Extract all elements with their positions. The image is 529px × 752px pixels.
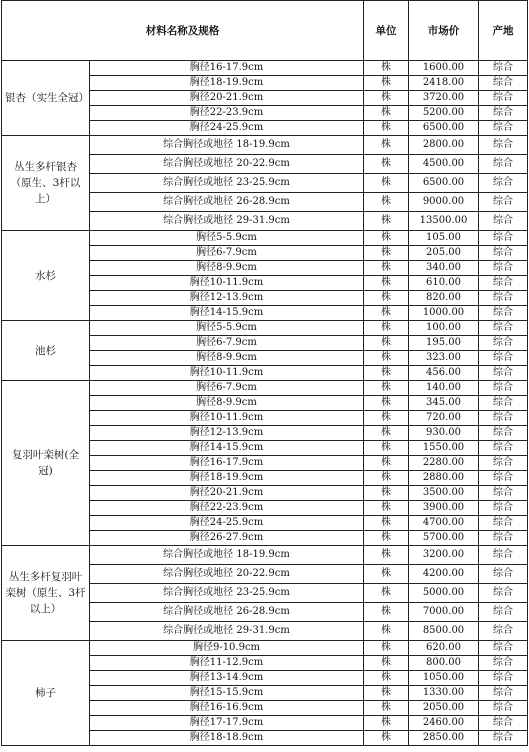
category-name: 丛生多杆复羽叶栾树（原生、3杆以上） [2, 546, 90, 641]
category-name: 池杉 [2, 321, 90, 381]
price-cell: 2880.00 [409, 471, 479, 486]
unit-cell: 株 [364, 231, 409, 246]
spec-cell: 综合胸径或地径 23-25.9cm [90, 174, 364, 193]
spec-cell: 胸径16-17.9cm [90, 456, 364, 471]
origin-cell: 综合 [479, 155, 528, 174]
unit-cell: 株 [364, 584, 409, 603]
spec-cell: 胸径24-25.9cm [90, 516, 364, 531]
unit-cell: 株 [364, 546, 409, 565]
origin-cell: 综合 [479, 276, 528, 291]
price-cell: 7000.00 [409, 603, 479, 622]
price-cell: 195.00 [409, 336, 479, 351]
origin-cell: 综合 [479, 731, 528, 746]
unit-cell: 株 [364, 411, 409, 426]
spec-cell: 胸径5-5.9cm [90, 231, 364, 246]
price-cell: 6500.00 [409, 174, 479, 193]
spec-cell: 胸径8-9.9cm [90, 351, 364, 366]
origin-cell: 综合 [479, 686, 528, 701]
unit-cell: 株 [364, 106, 409, 121]
unit-cell: 株 [364, 193, 409, 212]
spec-cell: 综合胸径或地径 23-25.9cm [90, 584, 364, 603]
unit-cell: 株 [364, 656, 409, 671]
table-row [2, 321, 528, 336]
unit-cell: 株 [364, 212, 409, 231]
unit-cell: 株 [364, 61, 409, 76]
unit-cell: 株 [364, 306, 409, 321]
origin-cell: 综合 [479, 641, 528, 656]
header-name: 材料名称及规格 [2, 1, 364, 61]
origin-cell: 综合 [479, 121, 528, 136]
origin-cell: 综合 [479, 306, 528, 321]
unit-cell: 株 [364, 731, 409, 746]
spec-cell: 胸径10-11.9cm [90, 276, 364, 291]
spec-cell: 综合胸径或地径 29-31.9cm [90, 622, 364, 641]
spec-cell: 胸径14-15.9cm [90, 306, 364, 321]
category-name: 复羽叶栾树(全冠) [2, 381, 90, 546]
unit-cell: 株 [364, 351, 409, 366]
price-cell: 5700.00 [409, 531, 479, 546]
origin-cell: 综合 [479, 716, 528, 731]
table-row [2, 641, 528, 656]
spec-cell: 胸径16-16.9cm [90, 701, 364, 716]
spec-cell: 胸径20-21.9cm [90, 486, 364, 501]
unit-cell: 株 [364, 671, 409, 686]
unit-cell: 株 [364, 486, 409, 501]
origin-cell: 综合 [479, 701, 528, 716]
spec-cell: 胸径10-11.9cm [90, 366, 364, 381]
origin-cell: 综合 [479, 456, 528, 471]
price-table-container [1, 0, 527, 746]
unit-cell: 株 [364, 456, 409, 471]
spec-cell: 胸径26-27.9cm [90, 531, 364, 546]
spec-cell: 胸径8-9.9cm [90, 261, 364, 276]
table-row [2, 231, 528, 246]
unit-cell: 株 [364, 321, 409, 336]
unit-cell: 株 [364, 565, 409, 584]
spec-cell: 综合胸径或地径 20-22.9cm [90, 565, 364, 584]
unit-cell: 株 [364, 155, 409, 174]
category-name: 丛生多杆银杏（原生、3杆以上） [2, 136, 90, 231]
unit-cell: 株 [364, 366, 409, 381]
origin-cell: 综合 [479, 584, 528, 603]
price-cell: 3200.00 [409, 546, 479, 565]
spec-cell: 胸径22-23.9cm [90, 501, 364, 516]
price-table [1, 0, 528, 746]
origin-cell: 综合 [479, 486, 528, 501]
price-cell: 140.00 [409, 381, 479, 396]
header-unit: 单位 [364, 1, 409, 61]
origin-cell: 综合 [479, 411, 528, 426]
unit-cell: 株 [364, 261, 409, 276]
spec-cell: 胸径12-13.9cm [90, 291, 364, 306]
origin-cell: 综合 [479, 291, 528, 306]
header-price: 市场价 [409, 1, 479, 61]
origin-cell: 综合 [479, 565, 528, 584]
category-name: 柿子 [2, 641, 90, 746]
origin-cell: 综合 [479, 336, 528, 351]
price-cell: 3900.00 [409, 501, 479, 516]
price-cell: 720.00 [409, 411, 479, 426]
origin-cell: 综合 [479, 516, 528, 531]
table-row [2, 381, 528, 396]
table-header-row [2, 1, 528, 61]
price-cell: 2800.00 [409, 136, 479, 155]
price-cell: 820.00 [409, 291, 479, 306]
unit-cell: 株 [364, 276, 409, 291]
spec-cell: 胸径20-21.9cm [90, 91, 364, 106]
origin-cell: 综合 [479, 622, 528, 641]
origin-cell: 综合 [479, 91, 528, 106]
spec-cell: 胸径11-12.9cm [90, 656, 364, 671]
spec-cell: 胸径18-19.9cm [90, 471, 364, 486]
price-cell: 4500.00 [409, 155, 479, 174]
price-cell: 345.00 [409, 396, 479, 411]
header-origin: 产地 [479, 1, 528, 61]
unit-cell: 株 [364, 441, 409, 456]
origin-cell: 综合 [479, 546, 528, 565]
unit-cell: 株 [364, 396, 409, 411]
origin-cell: 综合 [479, 321, 528, 336]
unit-cell: 株 [364, 381, 409, 396]
price-cell: 620.00 [409, 641, 479, 656]
spec-cell: 综合胸径或地径 26-28.9cm [90, 603, 364, 622]
price-cell: 5000.00 [409, 584, 479, 603]
spec-cell: 胸径8-9.9cm [90, 396, 364, 411]
origin-cell: 综合 [479, 471, 528, 486]
origin-cell: 综合 [479, 61, 528, 76]
unit-cell: 株 [364, 291, 409, 306]
price-cell: 1000.00 [409, 306, 479, 321]
origin-cell: 综合 [479, 246, 528, 261]
price-cell: 340.00 [409, 261, 479, 276]
unit-cell: 株 [364, 603, 409, 622]
spec-cell: 胸径5-5.9cm [90, 321, 364, 336]
category-name: 银杏（实生全冠） [2, 61, 90, 136]
unit-cell: 株 [364, 622, 409, 641]
price-cell: 3720.00 [409, 91, 479, 106]
origin-cell: 综合 [479, 261, 528, 276]
price-cell: 1330.00 [409, 686, 479, 701]
price-cell: 6500.00 [409, 121, 479, 136]
origin-cell: 综合 [479, 396, 528, 411]
price-cell: 2050.00 [409, 701, 479, 716]
price-cell: 4700.00 [409, 516, 479, 531]
spec-cell: 胸径15-15.9cm [90, 686, 364, 701]
origin-cell: 综合 [479, 381, 528, 396]
spec-cell: 胸径17-17.9cm [90, 716, 364, 731]
price-cell: 3500.00 [409, 486, 479, 501]
spec-cell: 综合胸径或地径 18-19.9cm [90, 136, 364, 155]
spec-cell: 胸径6-7.9cm [90, 336, 364, 351]
price-cell: 8500.00 [409, 622, 479, 641]
table-row [2, 546, 528, 565]
spec-cell: 胸径9-10.9cm [90, 641, 364, 656]
spec-cell: 胸径18-19.9cm [90, 76, 364, 91]
spec-cell: 胸径24-25.9cm [90, 121, 364, 136]
price-cell: 13500.00 [409, 212, 479, 231]
spec-cell: 胸径6-7.9cm [90, 246, 364, 261]
spec-cell: 胸径22-23.9cm [90, 106, 364, 121]
unit-cell: 株 [364, 701, 409, 716]
origin-cell: 综合 [479, 106, 528, 121]
origin-cell: 综合 [479, 231, 528, 246]
unit-cell: 株 [364, 716, 409, 731]
origin-cell: 综合 [479, 351, 528, 366]
table-row [2, 61, 528, 76]
origin-cell: 综合 [479, 531, 528, 546]
price-cell: 1050.00 [409, 671, 479, 686]
price-cell: 323.00 [409, 351, 479, 366]
unit-cell: 株 [364, 516, 409, 531]
origin-cell: 综合 [479, 426, 528, 441]
spec-cell: 综合胸径或地径 26-28.9cm [90, 193, 364, 212]
price-cell: 930.00 [409, 426, 479, 441]
origin-cell: 综合 [479, 136, 528, 155]
unit-cell: 株 [364, 136, 409, 155]
unit-cell: 株 [364, 91, 409, 106]
price-cell: 105.00 [409, 231, 479, 246]
origin-cell: 综合 [479, 656, 528, 671]
price-cell: 610.00 [409, 276, 479, 291]
origin-cell: 综合 [479, 603, 528, 622]
unit-cell: 株 [364, 246, 409, 261]
spec-cell: 胸径10-11.9cm [90, 411, 364, 426]
origin-cell: 综合 [479, 76, 528, 91]
unit-cell: 株 [364, 686, 409, 701]
price-cell: 2850.00 [409, 731, 479, 746]
spec-cell: 胸径13-14.9cm [90, 671, 364, 686]
price-cell: 4200.00 [409, 565, 479, 584]
price-cell: 2280.00 [409, 456, 479, 471]
unit-cell: 株 [364, 531, 409, 546]
unit-cell: 株 [364, 426, 409, 441]
price-cell: 1550.00 [409, 441, 479, 456]
table-body [2, 61, 528, 746]
unit-cell: 株 [364, 501, 409, 516]
unit-cell: 株 [364, 641, 409, 656]
spec-cell: 胸径12-13.9cm [90, 426, 364, 441]
unit-cell: 株 [364, 471, 409, 486]
origin-cell: 综合 [479, 212, 528, 231]
spec-cell: 胸径16-17.9cm [90, 61, 364, 76]
price-cell: 456.00 [409, 366, 479, 381]
spec-cell: 综合胸径或地径 20-22.9cm [90, 155, 364, 174]
unit-cell: 株 [364, 76, 409, 91]
spec-cell: 综合胸径或地径 18-19.9cm [90, 546, 364, 565]
price-cell: 2460.00 [409, 716, 479, 731]
origin-cell: 综合 [479, 671, 528, 686]
unit-cell: 株 [364, 336, 409, 351]
origin-cell: 综合 [479, 193, 528, 212]
price-cell: 800.00 [409, 656, 479, 671]
price-cell: 5200.00 [409, 106, 479, 121]
price-cell: 1600.00 [409, 61, 479, 76]
price-cell: 9000.00 [409, 193, 479, 212]
unit-cell: 株 [364, 121, 409, 136]
spec-cell: 综合胸径或地径 29-31.9cm [90, 212, 364, 231]
price-cell: 205.00 [409, 246, 479, 261]
origin-cell: 综合 [479, 441, 528, 456]
spec-cell: 胸径14-15.9cm [90, 441, 364, 456]
price-cell: 100.00 [409, 321, 479, 336]
unit-cell: 株 [364, 174, 409, 193]
origin-cell: 综合 [479, 366, 528, 381]
price-cell: 2418.00 [409, 76, 479, 91]
spec-cell: 胸径6-7.9cm [90, 381, 364, 396]
origin-cell: 综合 [479, 174, 528, 193]
origin-cell: 综合 [479, 501, 528, 516]
spec-cell: 胸径18-18.9cm [90, 731, 364, 746]
category-name: 水杉 [2, 231, 90, 321]
table-row [2, 136, 528, 155]
